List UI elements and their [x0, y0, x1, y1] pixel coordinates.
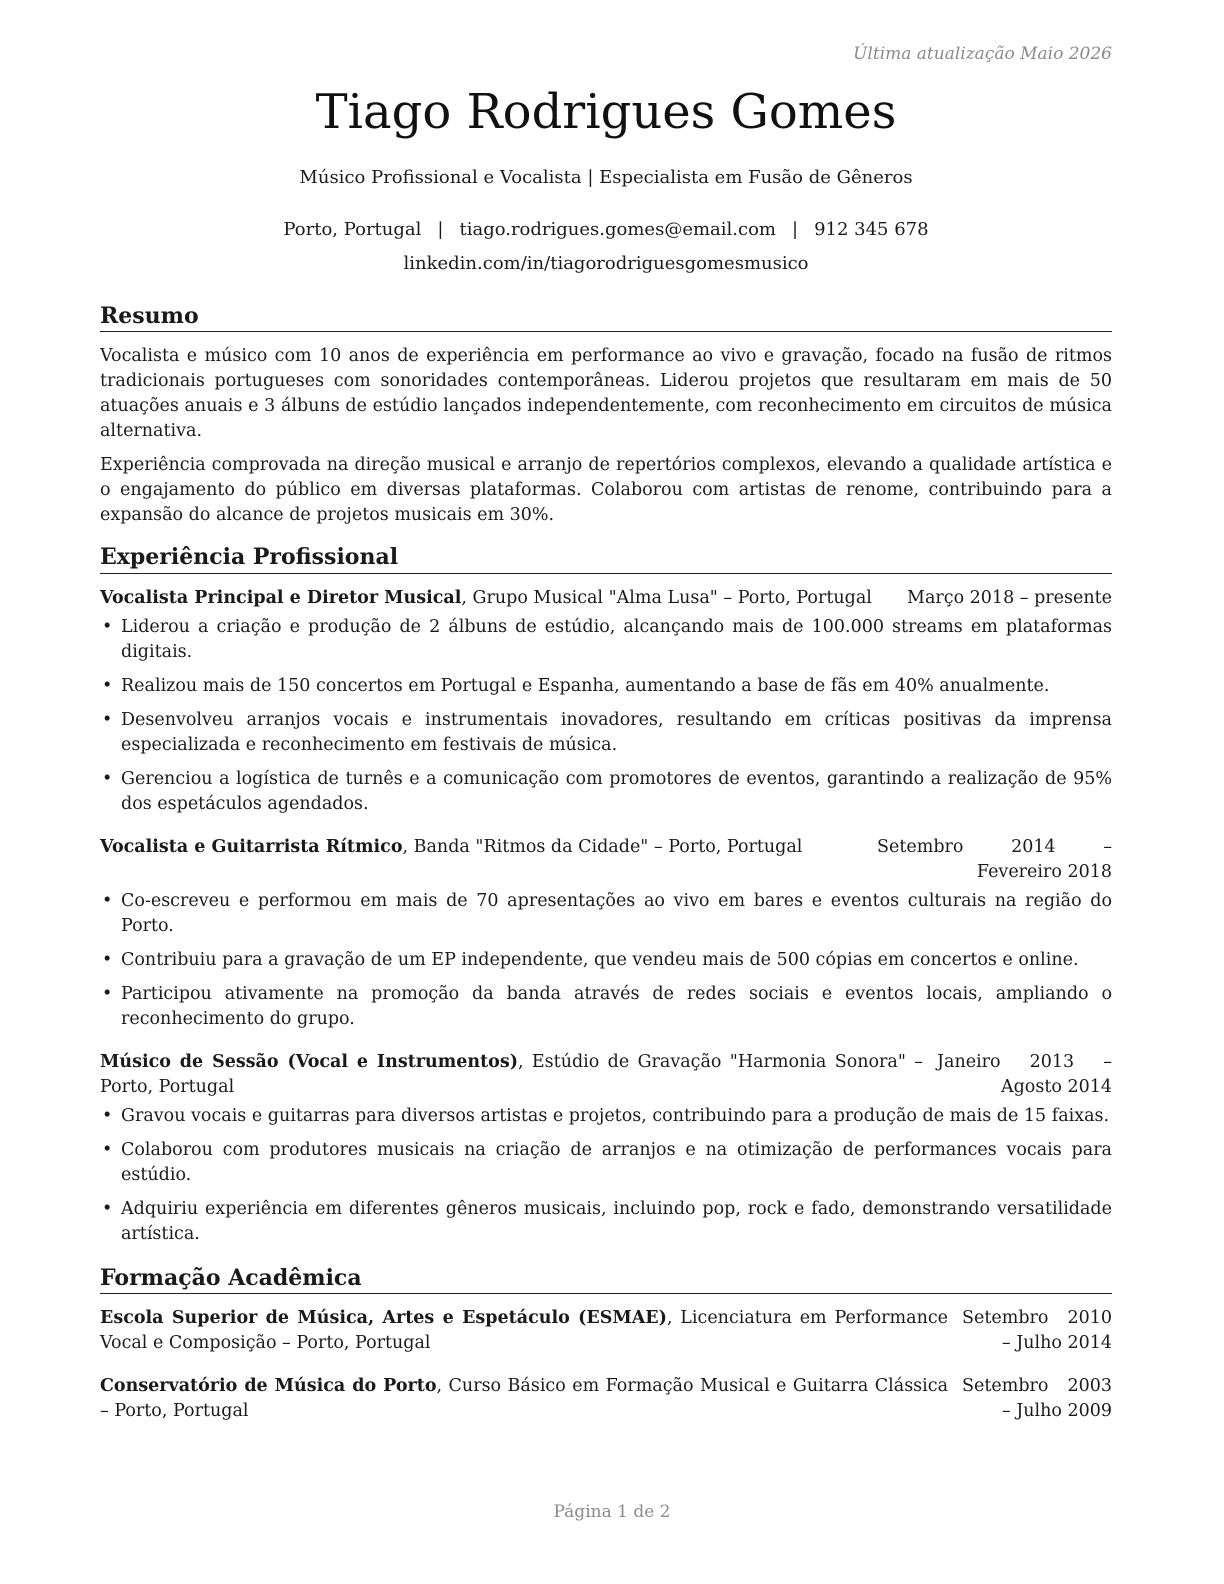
education-header: [100, 1374, 1112, 1424]
tagline: Músico Profissional e Vocalista | Especialista em Fusão de Gêneros: [299, 167, 913, 188]
job-header: [100, 586, 1112, 611]
bullet-item: • Contribuiu para a gravação de um EP independente, que vendeu mais de 500 cópias em concertos e online.: [100, 948, 1112, 973]
contact-separator: |: [792, 219, 799, 240]
job-bullets: [100, 1104, 1112, 1247]
candidate-name: Tiago Rodrigues Gomes: [315, 84, 897, 140]
bullet-item: • Liderou a criação e produção de 2 álbuns de estúdio, alcançando mais de 100.000 streams em plataformas digitais.: [100, 615, 1112, 665]
summary-paragraph: Vocalista e músico com 10 anos de experiência em performance ao vivo e gravação, focado na fusão de ritmos tradicionais portugueses com sonoridades contemporâneas. Liderou projetos que resultaram em mais de 50 atuações anuais e 3 álbuns de estúdio lançados independentemente, com reconhecimento em circuitos de música alternativa.: [100, 346, 1112, 442]
school-name: Escola Superior de Música, Artes e Espetáculo (ESMAE): [100, 1308, 667, 1329]
contact-line: [100, 219, 1112, 241]
job-bullets: [100, 889, 1112, 1032]
job-dates: Março 2018 – presente: [907, 587, 1112, 608]
job-role: Músico de Sessão (Vocal e Instrumentos): [100, 1051, 518, 1072]
summary-section: [100, 303, 1112, 528]
job-bullets: [100, 615, 1112, 817]
job-header: [100, 835, 1112, 885]
job-entry: [100, 835, 1112, 1032]
bullet-item: • Colaborou com produtores musicais na criação de arranjos e na otimização de performances vocais para estúdio.: [100, 1138, 1112, 1188]
job-org: , Banda "Ritmos da Cidade" – Porto, Portugal: [402, 836, 803, 857]
education-entry: [100, 1374, 1112, 1424]
degree-detail: , Curso Básico em Formação Musical e Guitarra Clássica – Porto, Portugal: [100, 1376, 948, 1422]
job-entry: [100, 1050, 1112, 1247]
bullet-item: • Gravou vocais e guitarras para diversos artistas e projetos, contribuindo para a produção de mais de 15 faixas.: [100, 1104, 1112, 1129]
phone: 912 345 678: [814, 219, 929, 240]
job-org: , Estúdio de Gravação "Harmonia Sonora" – Porto, Portugal: [100, 1051, 923, 1097]
location: Porto, Portugal: [283, 219, 422, 240]
bullet-item: • Realizou mais de 150 concertos em Portugal e Espanha, aumentando a base de fãs em 40% anualmente.: [100, 674, 1112, 699]
resume-content: [100, 303, 1112, 1442]
section-title-education: Formação Acadêmica: [100, 1265, 1112, 1294]
section-title-experience: Experiência Profissional: [100, 544, 1112, 573]
section-title-summary: Resumo: [100, 303, 1112, 332]
bullet-item: • Participou ativamente na promoção da banda através de redes sociais e eventos locais, ampliando o reconhecimento do grupo.: [100, 982, 1112, 1032]
job-header: [100, 1050, 1112, 1100]
education-header: [100, 1306, 1112, 1356]
page-number: Página 1 de 2: [553, 1502, 671, 1522]
education-section: [100, 1265, 1112, 1424]
job-dates: Setembro 2014 – Fevereiro 2018: [877, 836, 1112, 882]
education-entry: [100, 1306, 1112, 1356]
bullet-item: • Co-escreveu e performou em mais de 70 apresentações ao vivo em bares e eventos culturais na região do Porto.: [100, 889, 1112, 939]
job-role: Vocalista Principal e Diretor Musical: [100, 587, 462, 608]
education-dates: Setembro 2010 – Julho 2014: [962, 1308, 1112, 1354]
bullet-item: • Adquiriu experiência em diferentes gêneros musicais, incluindo pop, rock e fado, demonstrando versatilidade artística.: [100, 1197, 1112, 1247]
job-entry: [100, 586, 1112, 817]
job-org: , Grupo Musical "Alma Lusa" – Porto, Portugal: [461, 587, 872, 608]
contact-separator: |: [437, 219, 444, 240]
summary-paragraph: Experiência comprovada na direção musical e arranjo de repertórios complexos, elevando a qualidade artística e o engajamento do público em diversas plataformas. Colaborou com artistas de renome, contribuindo para a expansão do alcance de projetos musicais em 30%.: [100, 455, 1112, 526]
job-role: Vocalista e Guitarrista Rítmico: [100, 836, 403, 857]
last-updated: Última atualização Maio 2026: [853, 44, 1112, 64]
email-link[interactable]: tiago.rodrigues.gomes@email.com: [459, 219, 776, 240]
education-dates: Setembro 2003 – Julho 2009: [962, 1376, 1112, 1422]
linkedin-link[interactable]: linkedin.com/in/tiagorodriguesgomesmusico: [403, 253, 809, 274]
bullet-item: • Gerenciou a logística de turnês e a comunicação com promotores de eventos, garantindo a realização de 95% dos espetáculos agendados.: [100, 767, 1112, 817]
school-name: Conservatório de Música do Porto: [100, 1376, 437, 1397]
bullet-item: • Desenvolveu arranjos vocais e instrumentais inovadores, resultando em críticas positivas da imprensa especializada e reconhecimento em festivais de música.: [100, 708, 1112, 758]
job-dates: Janeiro 2013 – Agosto 2014: [937, 1051, 1112, 1097]
experience-section: [100, 544, 1112, 1246]
degree-detail: , Licenciatura em Performance Vocal e Composição – Porto, Portugal: [100, 1308, 948, 1354]
